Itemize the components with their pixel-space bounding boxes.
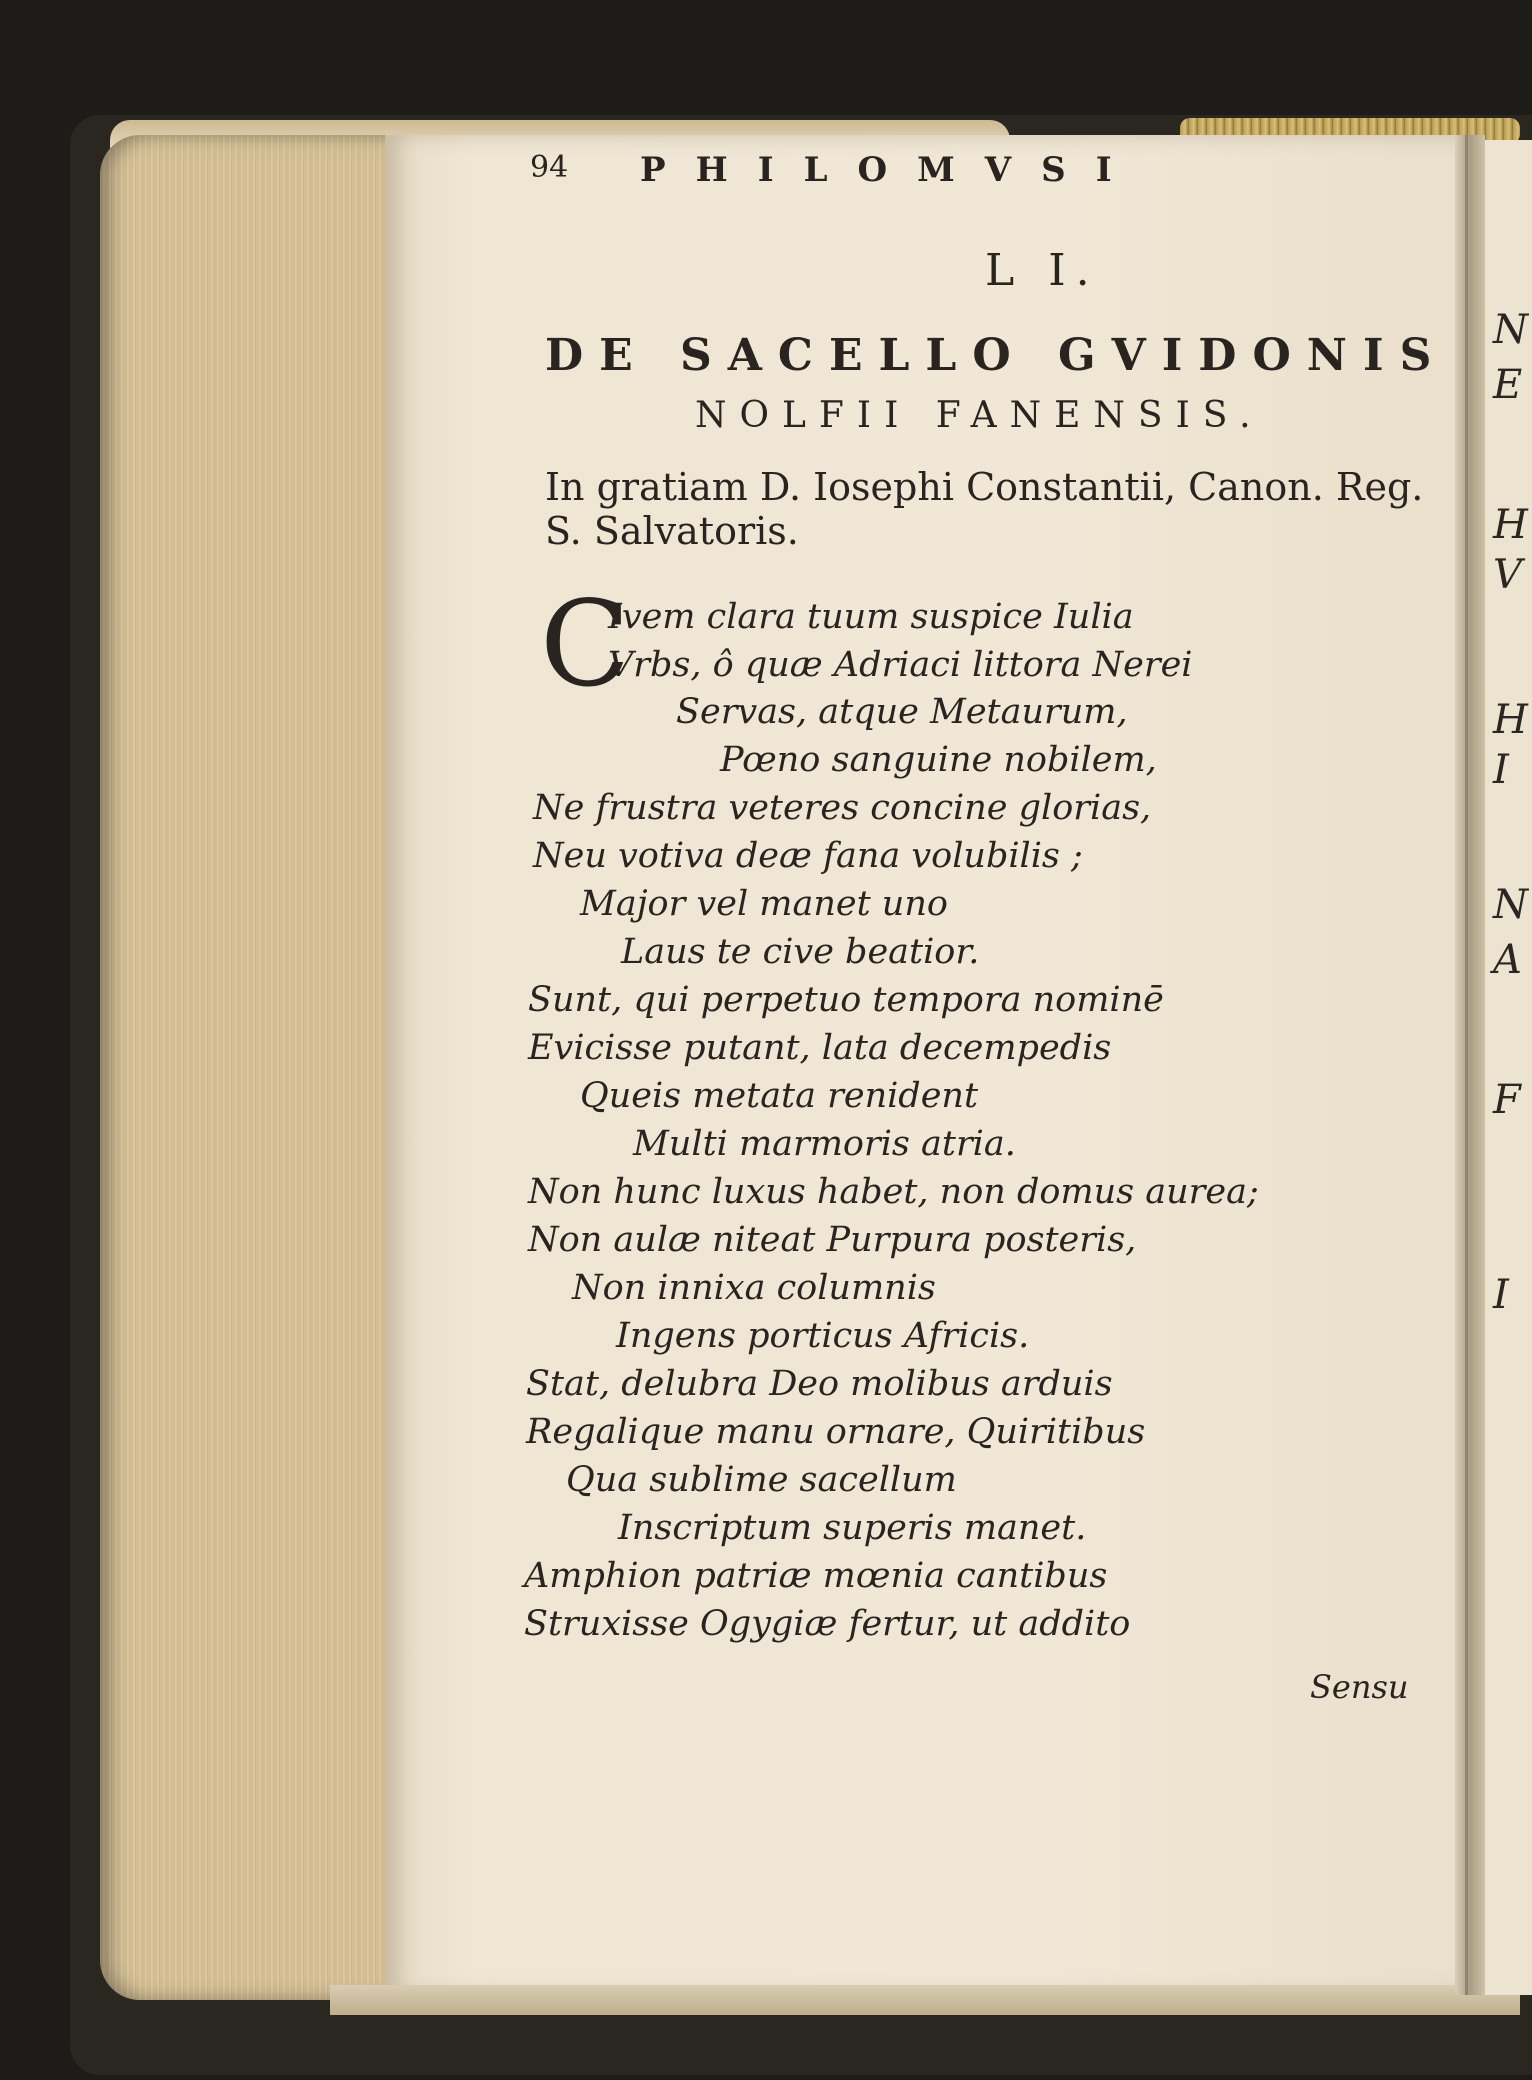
verse-line: Ne frustra veteres concine glorias, [533, 788, 1152, 828]
recto-margin-letter: I [1493, 747, 1509, 793]
recto-page-edge [1485, 140, 1532, 1995]
verse-line: Laus te cive beatior. [621, 932, 980, 972]
running-title: PHILOMVSI [640, 150, 1142, 190]
verse-line: Vrbs, ô quæ Adriaci littora Nerei [608, 645, 1193, 685]
verse-line: Ivem clara tuum suspice Iulia [608, 597, 1134, 637]
dedication-line-1: In gratiam D. Iosephi Constantii, Canon. Reg. [545, 465, 1424, 509]
verse-line: Stat, delubra Deo molibus arduis [526, 1364, 1113, 1404]
drop-cap: C [540, 575, 631, 713]
poem-heading-line-1: DE SACELLO GVIDONIS [545, 330, 1448, 381]
verse-line: Inscriptum superis manet. [618, 1508, 1087, 1548]
dedication-line-2: S. Salvatoris. [545, 509, 799, 553]
verse-line: Non hunc luxus habet, non domus aurea; [528, 1172, 1259, 1212]
verse-line: Multi marmoris atria. [633, 1124, 1016, 1164]
verse-line: Queis metata renident [580, 1076, 979, 1116]
page-number: 94 [530, 150, 569, 185]
gutter [1455, 135, 1485, 1995]
verse-line: Regalique manu ornare, Quiritibus [526, 1412, 1146, 1452]
catchword: Sensu [1310, 1668, 1409, 1706]
verse-line: Sunt, qui perpetuo tempora nominē [528, 980, 1164, 1020]
dedication [545, 465, 1435, 553]
gutter-line [1465, 135, 1468, 1995]
verse-line: Non aulæ niteat Purpura posteris, [528, 1220, 1137, 1260]
page-stack-fore-edge [100, 135, 400, 2000]
verse-line: Qua sublime sacellum [566, 1460, 957, 1500]
verse-line: Evicisse putant, lata decempedis [528, 1028, 1112, 1068]
recto-margin-letter: E [1493, 362, 1523, 408]
recto-margin-letter: H [1493, 502, 1528, 548]
recto-margin-letter: A [1493, 937, 1522, 983]
verse-line: Major vel manet uno [580, 884, 948, 924]
poem-number: L I. [985, 245, 1100, 296]
verse-line: Neu votiva deæ fana volubilis ; [533, 836, 1083, 876]
verse-line: Amphion patriæ mœnia cantibus [524, 1556, 1108, 1596]
verse-line: Ingens porticus Africis. [616, 1316, 1030, 1356]
recto-margin-letter: H [1493, 697, 1528, 743]
recto-margin-letter: F [1493, 1077, 1521, 1123]
running-head [530, 150, 1270, 200]
verse-line: Servas, atque Metaurum, [676, 692, 1128, 732]
recto-margin-letter: N [1493, 882, 1528, 928]
verse-line: Pœno sanguine nobilem, [720, 740, 1157, 780]
poem-heading-line-2: NOLFII FANENSIS. [695, 395, 1264, 436]
verse-line: Struxisse Ogygiæ fertur, ut addito [524, 1604, 1131, 1644]
recto-margin-letter: N [1493, 307, 1528, 353]
verse-line: Non innixa columnis [572, 1268, 936, 1308]
recto-margin-letter: V [1493, 552, 1522, 598]
recto-margin-letter: I [1493, 1272, 1509, 1318]
page-bottom-edge [330, 1985, 1520, 2015]
